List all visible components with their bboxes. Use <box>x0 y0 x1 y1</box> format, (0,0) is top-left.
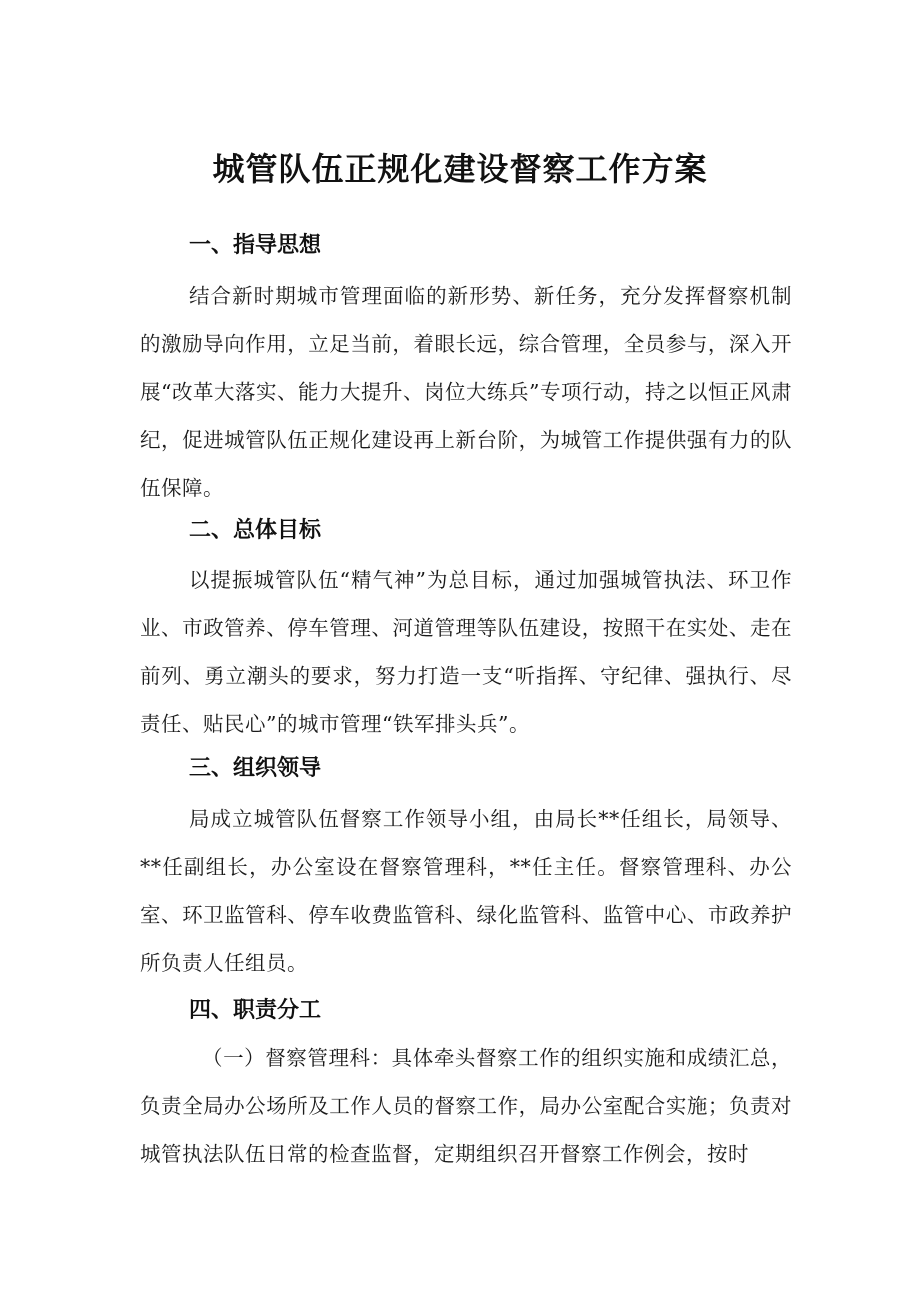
section-heading-guiding-ideology: 一、指导思想 <box>189 233 322 258</box>
section-paragraph-organization: 局成立城管队伍督察工作领导小组，由局长**任组长，局领导、**任副组长，办公室设在督察管理科，**任主任。督察管理科、办公室、环卫监管科、停车收费监管科、绿化监管科、监管中心、市政养护所负责人任组员。 <box>140 807 792 975</box>
section-heading-overall-goal: 二、总体目标 <box>189 518 322 543</box>
document-title: 城管队伍正规化建设督察工作方案 <box>212 150 708 188</box>
section-paragraph-responsibilities: （一）督察管理科：具体牵头督察工作的组织实施和成绩汇总，负责全局办公场所及工作人员的督察工作，局办公室配合实施；负责对城管执法队伍日常的检查监督，定期组织召开督察工作例会，按时 <box>140 1046 792 1166</box>
section-heading-responsibilities: 四、职责分工 <box>189 998 322 1023</box>
section-paragraph-guiding-ideology: 结合新时期城市管理面临的新形势、新任务，充分发挥督察机制的激励导向作用，立足当前，着眼长远，综合管理，全员参与，深入开展“改革大落实、能力大提升、岗位大练兵”专项行动，持之以恒正风肃纪，促进城管队伍正规化建设再上新台阶，为城管工作提供强有力的队伍保障。 <box>140 284 792 500</box>
section-heading-organization: 三、组织领导 <box>189 756 322 781</box>
section-paragraph-overall-goal: 以提振城管队伍“精气神”为总目标，通过加强城管执法、环卫作业、市政管养、停车管理、河道管理等队伍建设，按照干在实处、走在前列、勇立潮头的要求，努力打造一支“听指挥、守纪律、强执行、尽责任、贴民心”的城市管理“铁军排头兵”。 <box>140 568 792 736</box>
